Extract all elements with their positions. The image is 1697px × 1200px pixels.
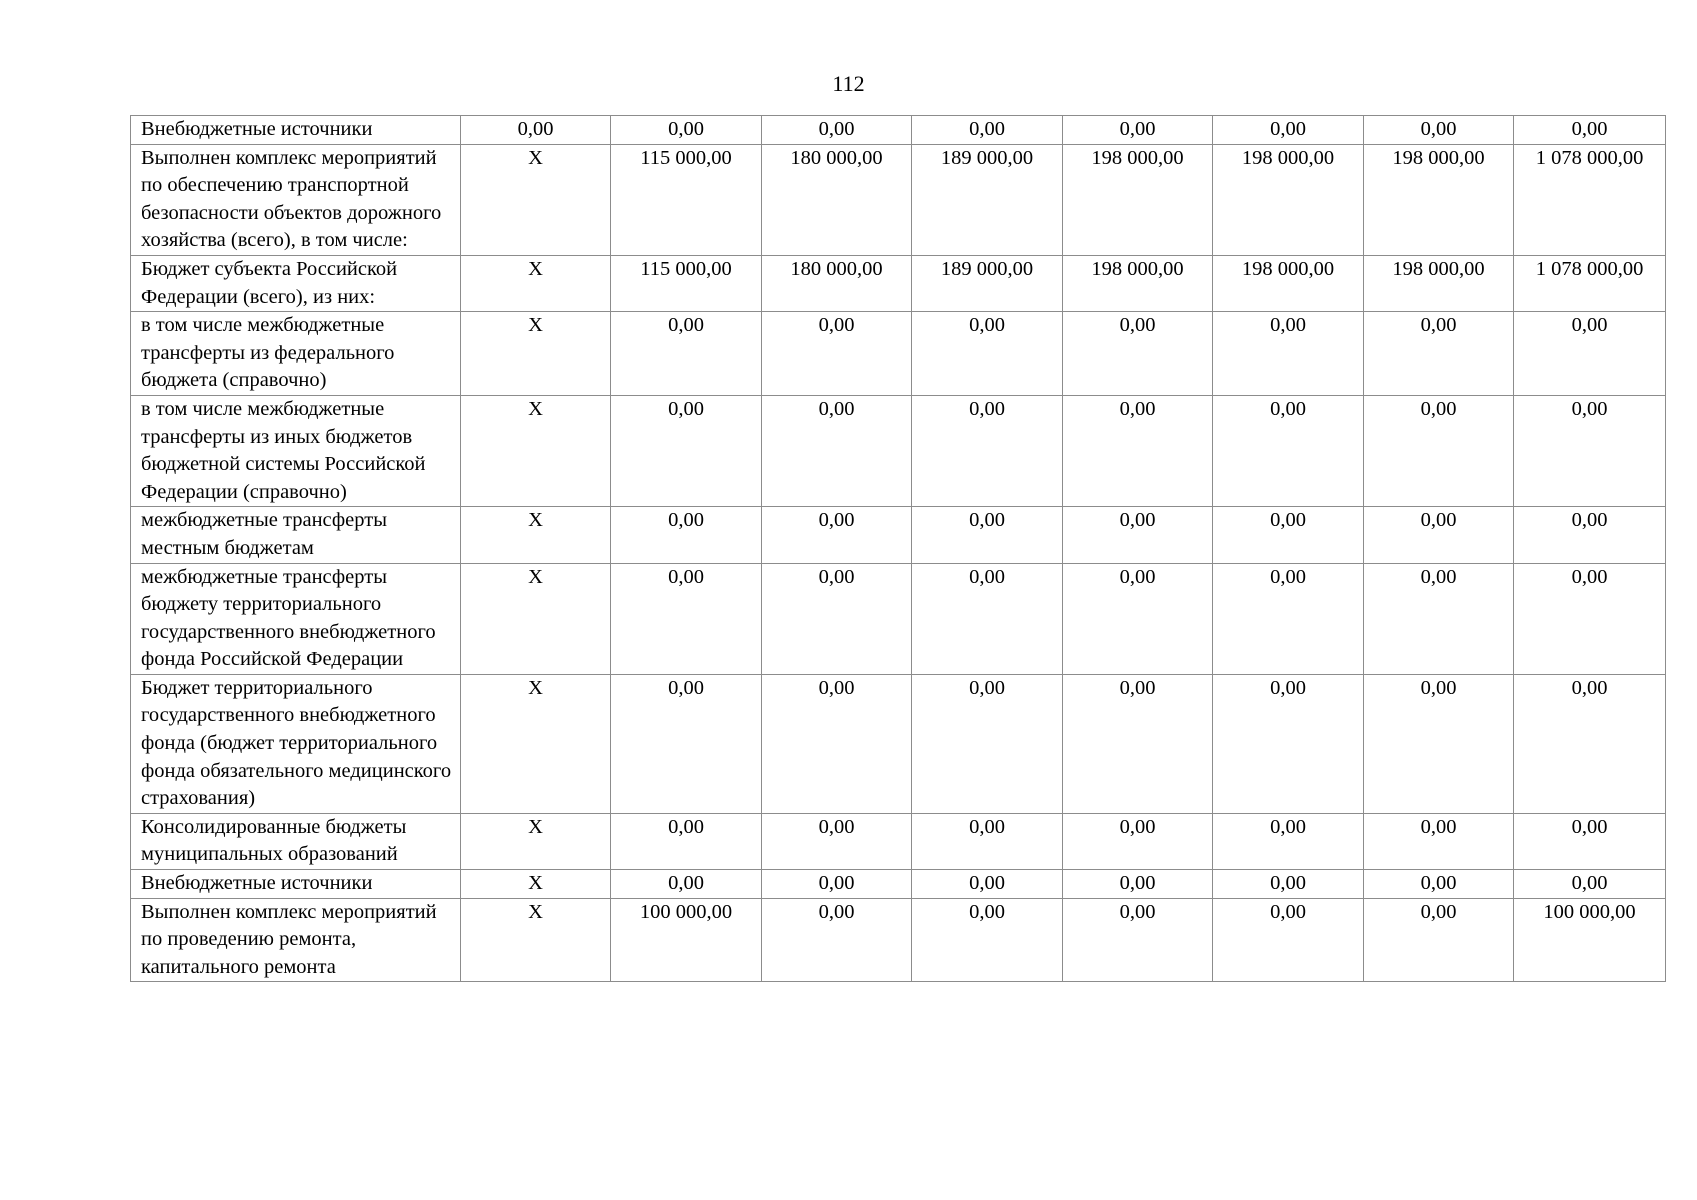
table-cell: 0,00 — [1514, 312, 1666, 396]
table-cell: 0,00 — [912, 116, 1063, 145]
table-cell: 189 000,00 — [912, 144, 1063, 255]
table-cell: 180 000,00 — [762, 144, 912, 255]
table-cell: 0,00 — [762, 898, 912, 982]
table-cell: 0,00 — [611, 116, 762, 145]
table-cell: 0,00 — [1063, 563, 1213, 674]
table-row — [131, 674, 1666, 813]
table-cell: 0,00 — [1063, 813, 1213, 869]
table-cell: 0,00 — [912, 674, 1063, 813]
table-cell: 0,00 — [912, 507, 1063, 563]
table-cell: 0,00 — [912, 898, 1063, 982]
table-cell: 0,00 — [1213, 813, 1364, 869]
table-cell: 0,00 — [611, 395, 762, 506]
table-cell: X — [461, 507, 611, 563]
table-cell: X — [461, 563, 611, 674]
row-label: Выполнен комплекс мероприятий по обеспечению транспортной безопасности объектов дорожного хозяйства (всего), в том числе: — [131, 144, 461, 255]
table-cell: 0,00 — [1213, 312, 1364, 396]
table-cell: 0,00 — [1063, 674, 1213, 813]
table-cell: 0,00 — [1364, 116, 1514, 145]
table-cell: 0,00 — [762, 312, 912, 396]
table-cell: 0,00 — [1364, 312, 1514, 396]
row-label: межбюджетные трансферты бюджету территориального государственного внебюджетного фонда Российской Федерации — [131, 563, 461, 674]
table-cell: 0,00 — [1063, 870, 1213, 899]
table-cell: 0,00 — [912, 312, 1063, 396]
table-cell: 198 000,00 — [1063, 144, 1213, 255]
table-cell: 1 078 000,00 — [1514, 144, 1666, 255]
table-cell: 0,00 — [912, 813, 1063, 869]
table-cell: 0,00 — [1364, 674, 1514, 813]
table-cell: 0,00 — [1063, 312, 1213, 396]
table-row — [131, 255, 1666, 311]
table-row — [131, 312, 1666, 396]
table-cell: X — [461, 312, 611, 396]
table-cell: 100 000,00 — [1514, 898, 1666, 982]
row-label: Бюджет территориального государственного внебюджетного фонда (бюджет территориального фонда обязательного медицинского страхования) — [131, 674, 461, 813]
table-cell: 0,00 — [1364, 898, 1514, 982]
table-cell: 0,00 — [1213, 395, 1364, 506]
row-label: Внебюджетные источники — [131, 870, 461, 899]
row-label: Внебюджетные источники — [131, 116, 461, 145]
row-label: Бюджет субъекта Российской Федерации (всего), из них: — [131, 255, 461, 311]
table-cell: 0,00 — [1063, 116, 1213, 145]
table-cell: 0,00 — [1063, 507, 1213, 563]
table-cell: 0,00 — [611, 312, 762, 396]
table-cell: X — [461, 144, 611, 255]
table-row — [131, 898, 1666, 982]
table-cell: 0,00 — [1514, 674, 1666, 813]
table-cell: 0,00 — [762, 563, 912, 674]
table-cell: X — [461, 813, 611, 869]
table-cell: 115 000,00 — [611, 255, 762, 311]
table-cell: 0,00 — [1213, 116, 1364, 145]
table-cell: 0,00 — [611, 813, 762, 869]
budget-table — [130, 115, 1666, 982]
table-cell: X — [461, 898, 611, 982]
table-cell: 0,00 — [762, 395, 912, 506]
table-cell: 100 000,00 — [611, 898, 762, 982]
row-label: межбюджетные трансферты местным бюджетам — [131, 507, 461, 563]
table-cell: 0,00 — [611, 563, 762, 674]
table-cell: 0,00 — [762, 870, 912, 899]
table-cell: 0,00 — [1514, 395, 1666, 506]
table-cell: X — [461, 395, 611, 506]
table-cell: 0,00 — [1364, 507, 1514, 563]
row-label: в том числе межбюджетные трансферты из иных бюджетов бюджетной системы Российской Федерации (справочно) — [131, 395, 461, 506]
table-row — [131, 870, 1666, 899]
table-cell: 198 000,00 — [1364, 144, 1514, 255]
table-cell: 0,00 — [762, 674, 912, 813]
table-cell: 1 078 000,00 — [1514, 255, 1666, 311]
table-cell: 0,00 — [1213, 870, 1364, 899]
table-cell: 198 000,00 — [1364, 255, 1514, 311]
table-cell: 0,00 — [912, 563, 1063, 674]
table-cell: 0,00 — [1514, 870, 1666, 899]
table-row — [131, 395, 1666, 506]
table-cell: 0,00 — [912, 395, 1063, 506]
table-cell: 180 000,00 — [762, 255, 912, 311]
table-cell: 0,00 — [1514, 563, 1666, 674]
table-cell: 0,00 — [1514, 813, 1666, 869]
table-cell: 0,00 — [1364, 563, 1514, 674]
table-cell: 0,00 — [1063, 395, 1213, 506]
table-cell: 0,00 — [912, 870, 1063, 899]
page-number: 112 — [832, 71, 865, 96]
table-row — [131, 507, 1666, 563]
table-cell: X — [461, 674, 611, 813]
row-label: в том числе межбюджетные трансферты из федерального бюджета (справочно) — [131, 312, 461, 396]
table-cell: 0,00 — [1213, 563, 1364, 674]
table-cell: 0,00 — [461, 116, 611, 145]
table-cell: 198 000,00 — [1063, 255, 1213, 311]
table-row — [131, 813, 1666, 869]
table-cell: 0,00 — [1213, 507, 1364, 563]
table-cell: X — [461, 870, 611, 899]
table-cell: 0,00 — [1364, 870, 1514, 899]
table-cell: 115 000,00 — [611, 144, 762, 255]
row-label: Консолидированные бюджеты муниципальных образований — [131, 813, 461, 869]
table-cell: 0,00 — [1364, 395, 1514, 506]
table-cell: 0,00 — [1514, 507, 1666, 563]
table-cell: 198 000,00 — [1213, 255, 1364, 311]
table-cell: 0,00 — [611, 507, 762, 563]
table-cell: 0,00 — [1514, 116, 1666, 145]
table-cell: 0,00 — [1213, 674, 1364, 813]
table-cell: 0,00 — [611, 674, 762, 813]
table-cell: 0,00 — [762, 507, 912, 563]
table-cell: 189 000,00 — [912, 255, 1063, 311]
table-cell: 0,00 — [762, 813, 912, 869]
table-row — [131, 144, 1666, 255]
table-cell: 0,00 — [1213, 898, 1364, 982]
table-row — [131, 563, 1666, 674]
table-cell: 0,00 — [611, 870, 762, 899]
table-row — [131, 116, 1666, 145]
table-cell: 0,00 — [1364, 813, 1514, 869]
table-cell: 0,00 — [1063, 898, 1213, 982]
table-cell: 198 000,00 — [1213, 144, 1364, 255]
table-cell: X — [461, 255, 611, 311]
table-cell: 0,00 — [762, 116, 912, 145]
row-label: Выполнен комплекс мероприятий по проведению ремонта, капитального ремонта — [131, 898, 461, 982]
